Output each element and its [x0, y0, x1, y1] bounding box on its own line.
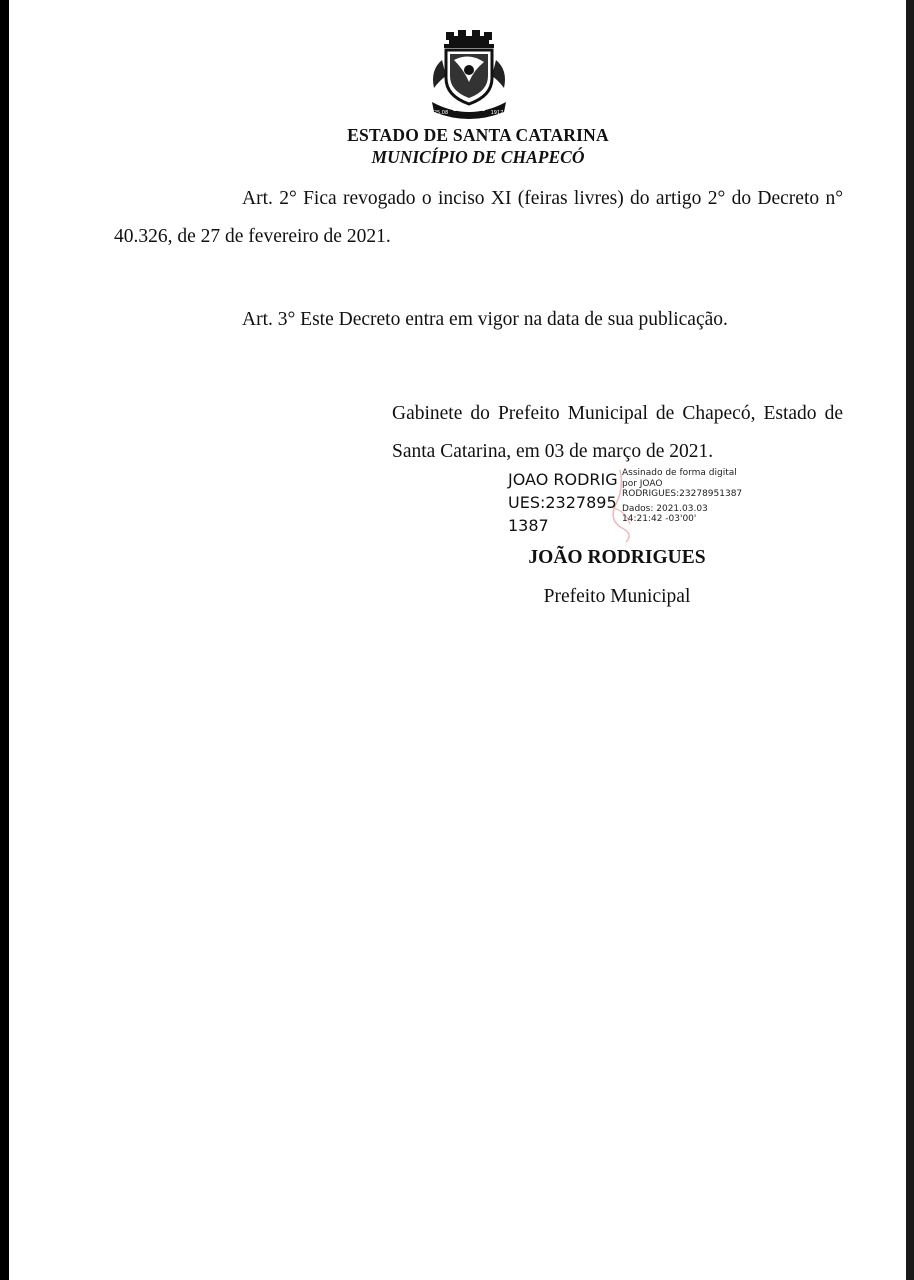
page-edge-left [0, 0, 9, 1280]
seal-year-left: 25.08 [433, 110, 449, 116]
signature-name-code: JOAO RODRIGUES:23278951387 [508, 470, 618, 535]
signer-role: Prefeito Municipal [543, 586, 691, 607]
signature-meta-line: por JOAO [622, 478, 663, 489]
municipality-heading: MUNICÍPIO DE CHAPECÓ [371, 147, 585, 167]
seal-ribbon-text: CHAPECÓ [452, 105, 486, 113]
digital-signature-block [508, 468, 748, 548]
signer-name: JOÃO RODRIGUES [528, 547, 706, 568]
article-2-paragraph: Art. 2° Fica revogado o inciso XI (feiras livres) do artigo 2° do Decreto n° 40.326, de 27 de fevereiro de 2021. [114, 188, 843, 247]
signature-meta-line: RODRIGUES:23278951387 [622, 489, 743, 500]
seal-year-right: 1917 [490, 110, 504, 116]
signature-meta-line: Assinado de forma digital [622, 468, 737, 478]
state-heading: ESTADO DE SANTA CATARINA [347, 125, 609, 145]
closing-paragraph: Gabinete do Prefeito Municipal de Chapecó, Estado de Santa Catarina, em 03 de março de 2021. [392, 403, 843, 462]
signature-meta-line: 14:21:42 -03'00' [622, 514, 697, 525]
signature-metadata [622, 468, 750, 525]
article-3-paragraph: Art. 3° Este Decreto entra em vigor na data de sua publicação. [242, 309, 728, 330]
signature-meta-line: Dados: 2021.03.03 [622, 503, 708, 514]
municipal-seal-icon [424, 30, 514, 120]
page-edge-right [906, 0, 914, 1280]
